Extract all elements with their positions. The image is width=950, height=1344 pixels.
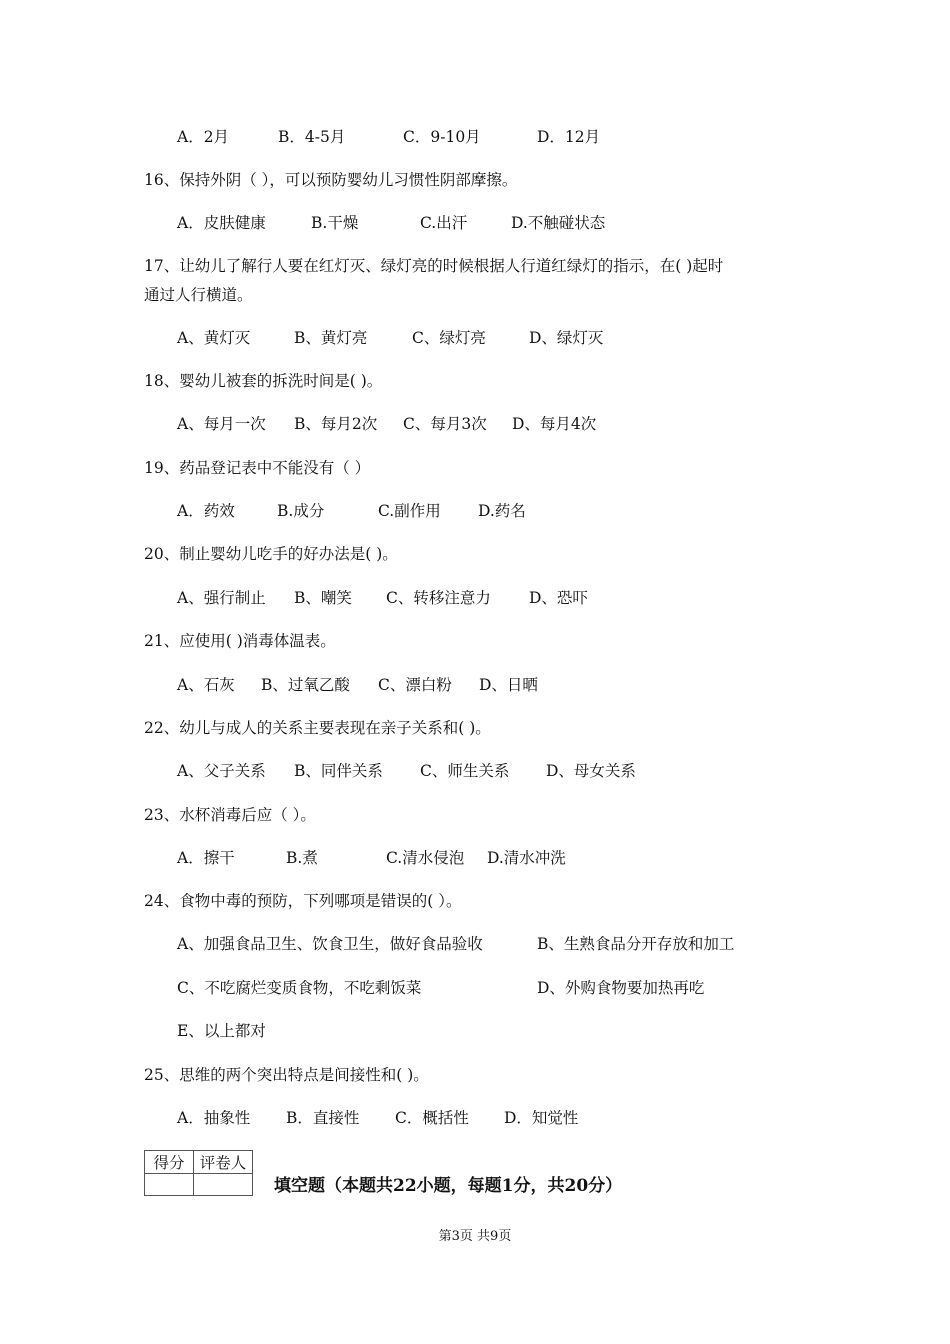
q25-option-c: C．概括性 — [395, 1109, 469, 1127]
q21-option-b: B、过氧乙酸 — [261, 676, 350, 694]
q20-stem: 20、制止婴幼儿吃手的好办法是( )。 — [144, 545, 398, 563]
q17-option-d: D、绿灯灭 — [529, 329, 604, 347]
q17-option-b: B、黄灯亮 — [294, 329, 368, 347]
grader-cell — [194, 1174, 253, 1196]
q23-option-c: C.清水侵泡 — [386, 849, 465, 867]
q24-stem: 24、食物中毒的预防，下列哪项是错误的( ）。 — [144, 892, 462, 910]
q20-option-d: D、恐吓 — [529, 589, 588, 607]
q16-option-b: B.干燥 — [311, 214, 359, 232]
q19-option-c: C.副作用 — [378, 502, 441, 520]
q15-option-a: A．2月 — [177, 128, 230, 146]
q15-option-c: C．9-10月 — [403, 128, 481, 146]
q19-option-b: B.成分 — [277, 502, 325, 520]
q21-option-a: A、石灰 — [177, 676, 235, 694]
q18-stem: 18、婴幼儿被套的拆洗时间是( )。 — [144, 372, 383, 390]
q17-option-a: A、黄灯灭 — [177, 329, 251, 347]
q18-option-c: C、每月3次 — [403, 415, 487, 433]
q19-option-d: D.药名 — [478, 502, 526, 520]
q21-stem: 21、应使用( )消毒体温表。 — [144, 632, 336, 650]
grader-header: 评卷人 — [194, 1151, 253, 1174]
q25-option-b: B．直接性 — [286, 1109, 360, 1127]
q17-stem-line1: 17、让幼儿了解行人要在红灯灭、绿灯亮的时候根据人行道红绿灯的指示，在( )起时 — [144, 257, 724, 275]
q25-stem: 25、思维的两个突出特点是间接性和( )。 — [144, 1066, 429, 1084]
q24-option-e: E、以上都对 — [177, 1022, 266, 1040]
q21-option-c: C、漂白粉 — [378, 676, 452, 694]
q24-option-b: B、生熟食品分开存放和加工 — [537, 935, 735, 953]
q25-option-d: D．知觉性 — [504, 1109, 579, 1127]
score-cell — [145, 1174, 194, 1196]
q25-option-a: A．抽象性 — [177, 1109, 251, 1127]
q22-option-c: C、师生关系 — [420, 762, 510, 780]
q15-option-d: D．12月 — [537, 128, 601, 146]
q18-option-b: B、每月2次 — [294, 415, 378, 433]
section-title: 填空题（本题共22小题，每题1分，共20分） — [274, 1176, 623, 1196]
q18-option-a: A、每月一次 — [177, 415, 266, 433]
q18-option-d: D、每月4次 — [512, 415, 597, 433]
q16-option-c: C.出汗 — [420, 214, 468, 232]
q22-option-a: A、父子关系 — [177, 762, 266, 780]
q22-option-b: B、同伴关系 — [294, 762, 383, 780]
page-footer: 第3页 共9页 — [438, 1229, 512, 1244]
q22-option-d: D、母女关系 — [546, 762, 636, 780]
q16-stem: 16、保持外阴（ ），可以预防婴幼儿习惯性阴部摩擦。 — [144, 171, 518, 189]
q20-option-c: C、转移注意力 — [386, 589, 491, 607]
q20-option-b: B、嘲笑 — [294, 589, 352, 607]
q22-stem: 22、幼儿与成人的关系主要表现在亲子关系和( )。 — [144, 719, 491, 737]
q23-option-a: A．擦干 — [177, 849, 235, 867]
q19-stem: 19、药品登记表中不能没有（ ） — [144, 459, 371, 477]
q17-stem-line2: 通过人行横道。 — [144, 286, 253, 304]
q16-option-a: A．皮肤健康 — [177, 214, 266, 232]
q24-option-c: C、不吃腐烂变质食物，不吃剩饭菜 — [177, 979, 422, 997]
q24-option-d: D、外购食物要加热再吃 — [537, 979, 705, 997]
q16-option-d: D.不触碰状态 — [511, 214, 606, 232]
q23-option-b: B.煮 — [286, 849, 318, 867]
q21-option-d: D、日晒 — [479, 676, 538, 694]
q19-option-a: A．药效 — [177, 502, 235, 520]
q17-option-c: C、绿灯亮 — [412, 329, 486, 347]
score-header: 得分 — [145, 1151, 194, 1174]
score-table — [144, 1150, 253, 1196]
q20-option-a: A、强行制止 — [177, 589, 266, 607]
q15-option-b: B．4-5月 — [278, 128, 346, 146]
q23-option-d: D.清水冲洗 — [487, 849, 566, 867]
q23-stem: 23、水杯消毒后应（ ）。 — [144, 806, 316, 824]
q24-option-a: A、加强食品卫生、饮食卫生，做好食品验收 — [177, 935, 483, 953]
